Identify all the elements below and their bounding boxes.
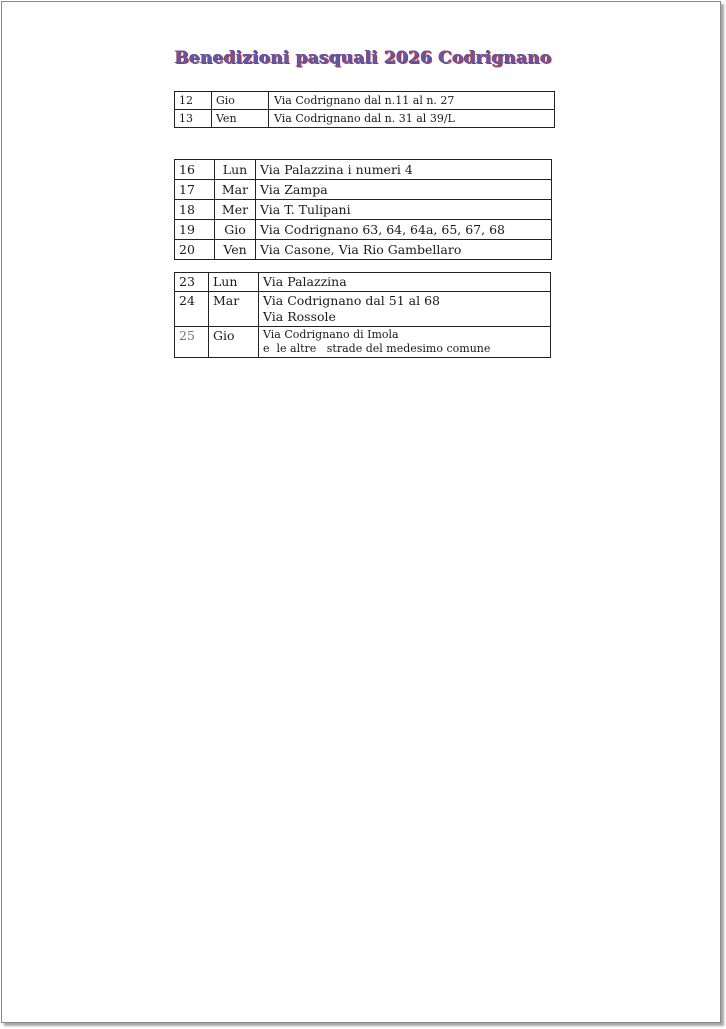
table-row	[175, 220, 552, 240]
table-row	[175, 273, 551, 292]
day-cell: 25	[175, 327, 209, 358]
table-row	[175, 240, 552, 260]
day-cell: 13	[175, 110, 212, 128]
weekday-cell: Gio	[215, 220, 256, 240]
weekday-cell: Lun	[215, 160, 256, 180]
schedule-table-week-2	[174, 159, 552, 260]
page-title: Benedizioni pasquali 2026 Codrignano	[174, 48, 552, 68]
document-page	[1, 1, 721, 1023]
day-cell: 23	[175, 273, 209, 292]
table-row	[175, 180, 552, 200]
day-cell: 17	[175, 180, 215, 200]
address-cell	[259, 327, 551, 358]
table-row	[175, 160, 552, 180]
address-cell: Via Palazzina i numeri 4	[256, 160, 552, 180]
address-cell: Via Codrignano dal n.11 al n. 27	[269, 92, 555, 110]
address-cell	[259, 273, 551, 292]
address-line: Via Codrignano dal 51 al 68	[263, 293, 440, 308]
address-cell: Via Codrignano dal n. 31 al 39/L	[269, 110, 555, 128]
table-row	[175, 292, 551, 327]
weekday-cell: Gio	[212, 92, 269, 110]
weekday-cell: Mar	[215, 180, 256, 200]
schedule-table-week-1	[174, 91, 555, 128]
address-line: Via Codrignano di Imola	[263, 328, 399, 341]
day-cell: 19	[175, 220, 215, 240]
address-line: e le altre strade del medesimo comune	[263, 342, 491, 355]
address-line: Via Palazzina	[263, 274, 347, 289]
weekday-cell: Gio	[209, 327, 259, 358]
weekday-cell: Lun	[209, 273, 259, 292]
weekday-cell: Mar	[209, 292, 259, 327]
day-cell: 16	[175, 160, 215, 180]
table-row	[175, 92, 555, 110]
day-cell: 12	[175, 92, 212, 110]
table-row	[175, 200, 552, 220]
weekday-cell: Ven	[215, 240, 256, 260]
schedule-table-week-3	[174, 272, 551, 358]
address-cell	[259, 292, 551, 327]
address-cell: Via Casone, Via Rio Gambellaro	[256, 240, 552, 260]
day-cell: 24	[175, 292, 209, 327]
day-cell: 20	[175, 240, 215, 260]
weekday-cell: Mer	[215, 200, 256, 220]
weekday-cell: Ven	[212, 110, 269, 128]
address-cell: Via Codrignano 63, 64, 64a, 65, 67, 68	[256, 220, 552, 240]
address-cell: Via T. Tulipani	[256, 200, 552, 220]
address-cell: Via Zampa	[256, 180, 552, 200]
table-row	[175, 110, 555, 128]
table-row	[175, 327, 551, 358]
address-line: Via Rossole	[263, 309, 336, 324]
day-cell: 18	[175, 200, 215, 220]
